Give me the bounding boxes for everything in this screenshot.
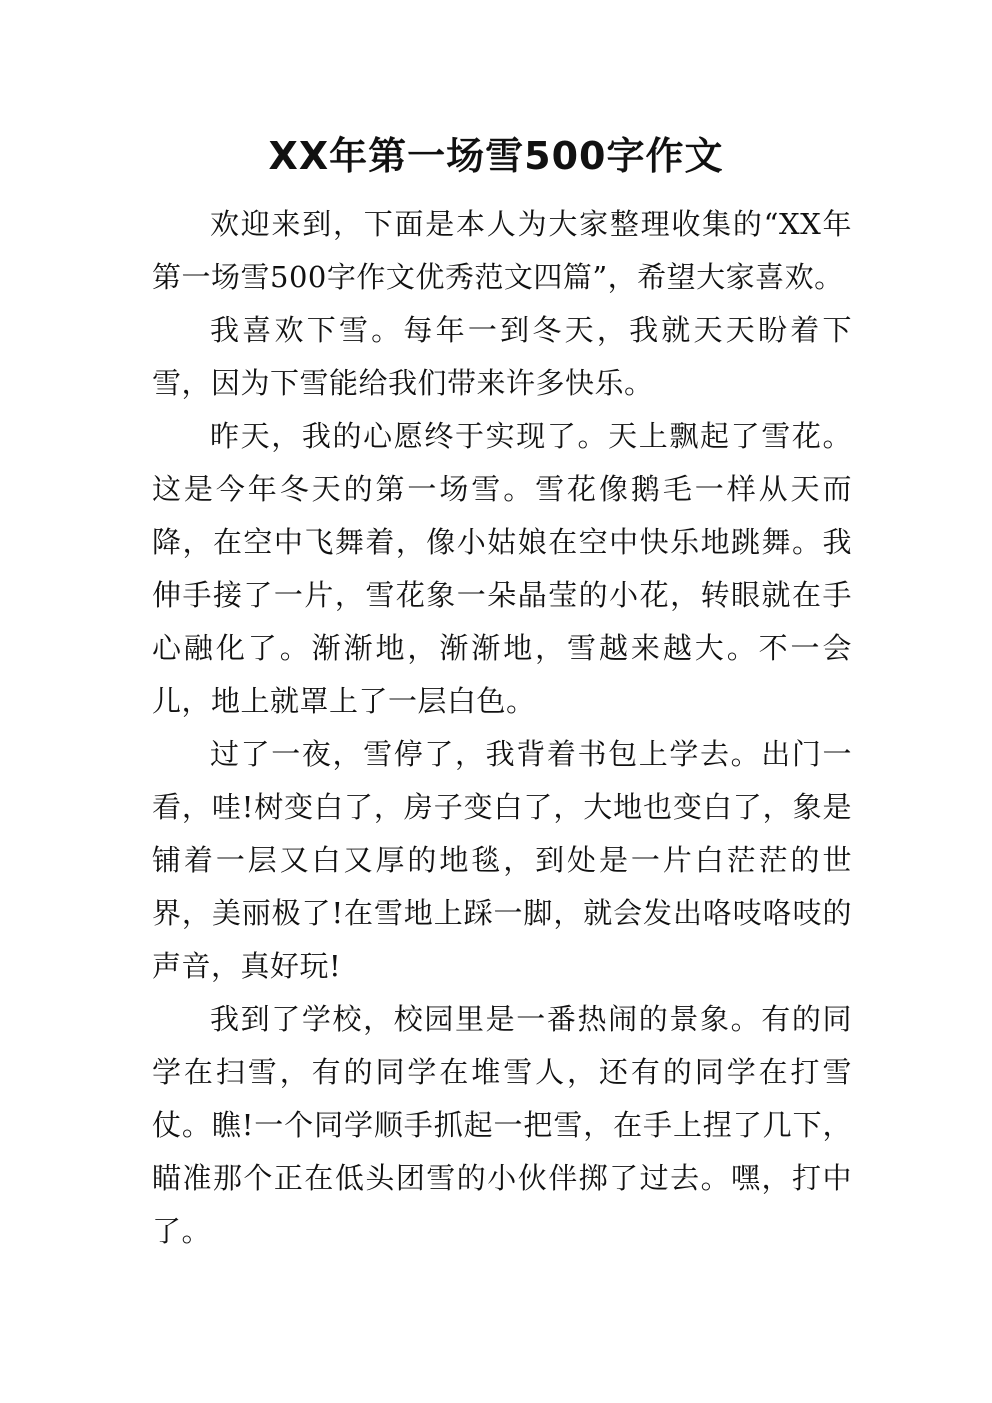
- paragraph-3: 过了一夜，雪停了，我背着书包上学去。出门一看，哇!树变白了，房子变白了，大地也变白了，象是铺着一层又白又厚的地毯，到处是一片白茫茫的世界，美丽极了!在雪地上踩一脚，就会发出咯吱咯吱的声音，真好玩!: [152, 737, 852, 983]
- document-body: [152, 198, 852, 1258]
- paragraph-intro: 欢迎来到，下面是本人为大家整理收集的“XX年第一场雪500字作文优秀范文四篇”，希望大家喜欢。: [152, 207, 852, 294]
- paragraph-4: 我到了学校，校园里是一番热闹的景象。有的同学在扫雪，有的同学在堆雪人，还有的同学在打雪仗。瞧!一个同学顺手抓起一把雪，在手上捏了几下，瞄准那个正在低头团雪的小伙伴掷了过去。嘿，打中了。: [152, 1002, 852, 1248]
- paragraph-2: 昨天，我的心愿终于实现了。天上飘起了雪花。这是今年冬天的第一场雪。雪花像鹅毛一样从天而降，在空中飞舞着，像小姑娘在空中快乐地跳舞。我伸手接了一片，雪花象一朵晶莹的小花，转眼就在手心融化了。渐渐地，渐渐地，雪越来越大。不一会儿，地上就罩上了一层白色。: [152, 419, 852, 718]
- paragraph-1: 我喜欢下雪。每年一到冬天，我就天天盼着下雪，因为下雪能给我们带来许多快乐。: [152, 313, 852, 400]
- document-title: XX年第一场雪500字作文: [268, 134, 724, 178]
